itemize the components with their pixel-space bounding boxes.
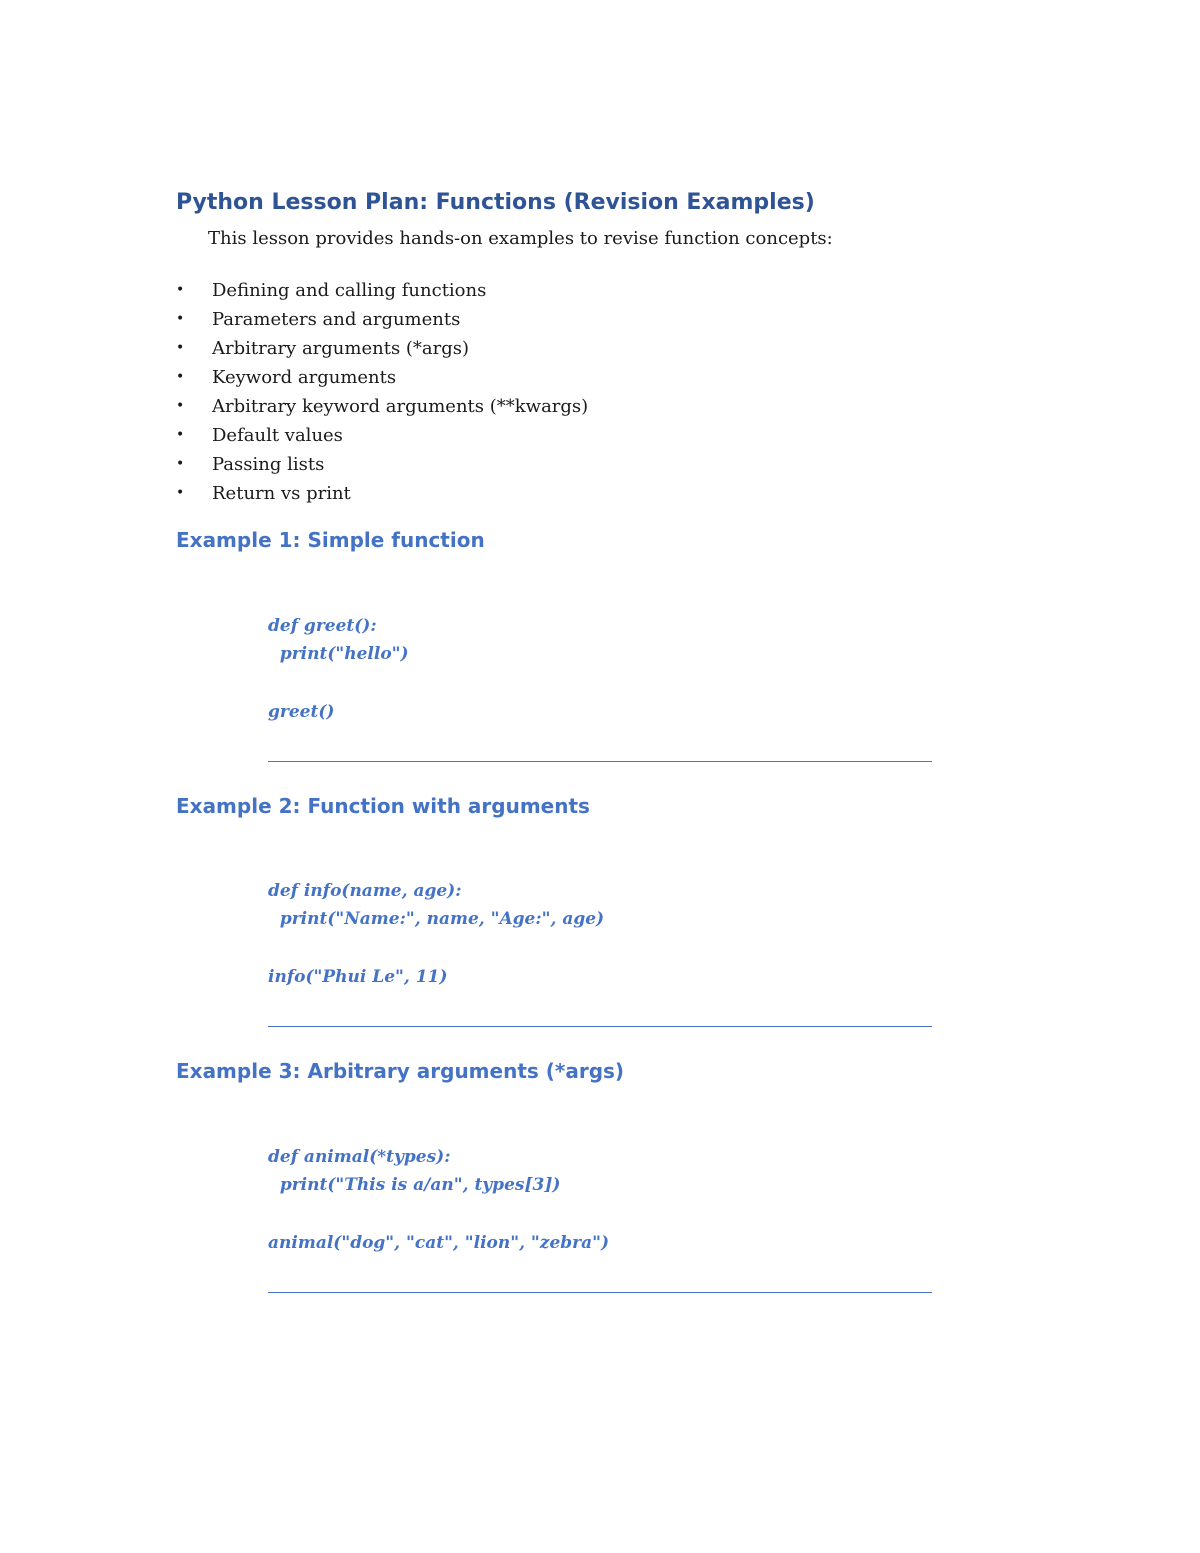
bullet-icon: • bbox=[176, 369, 185, 385]
example-2-code-block bbox=[268, 877, 604, 991]
example-3-heading: Example 3: Arbitrary arguments (*args) bbox=[176, 1059, 625, 1083]
code-line-def: def animal(*types): bbox=[268, 1147, 451, 1167]
list-item-text: Arbitrary arguments (*args) bbox=[212, 338, 470, 359]
code-line-call: greet() bbox=[268, 702, 335, 722]
list-item bbox=[172, 334, 588, 363]
list-item-text: Keyword arguments bbox=[212, 367, 397, 388]
code-line-body: print("This is a/an", types[3]) bbox=[268, 1175, 561, 1195]
list-item bbox=[172, 479, 588, 508]
list-item-text: Defining and calling functions bbox=[212, 280, 487, 301]
example-1-divider bbox=[268, 761, 932, 762]
code-line-body: print("Name:", name, "Age:", age) bbox=[268, 909, 605, 929]
bullet-icon: • bbox=[176, 398, 185, 414]
list-item-text: Parameters and arguments bbox=[212, 309, 461, 330]
topic-list bbox=[172, 276, 588, 508]
example-3-code-block bbox=[268, 1143, 609, 1257]
list-item-text: Arbitrary keyword arguments (**kwargs) bbox=[212, 396, 589, 417]
example-2-heading: Example 2: Function with arguments bbox=[176, 794, 590, 818]
bullet-icon: • bbox=[176, 282, 185, 298]
code-line-call: animal("dog", "cat", "lion", "zebra") bbox=[268, 1233, 610, 1253]
list-item-text: Return vs print bbox=[212, 483, 351, 504]
list-item bbox=[172, 450, 588, 479]
bullet-icon: • bbox=[176, 427, 185, 443]
list-item-text: Passing lists bbox=[212, 454, 325, 475]
intro-paragraph: This lesson provides hands-on examples to revise function concepts: bbox=[208, 228, 833, 249]
bullet-icon: • bbox=[176, 311, 185, 327]
bullet-icon: • bbox=[176, 340, 185, 356]
example-3-divider bbox=[268, 1292, 932, 1293]
example-2-divider bbox=[268, 1026, 932, 1027]
list-item bbox=[172, 363, 588, 392]
bullet-icon: • bbox=[176, 456, 185, 472]
example-1-heading: Example 1: Simple function bbox=[176, 528, 485, 552]
code-line-call: info("Phui Le", 11) bbox=[268, 967, 448, 987]
page-title: Python Lesson Plan: Functions (Revision Examples) bbox=[176, 190, 815, 215]
list-item bbox=[172, 392, 588, 421]
list-item bbox=[172, 305, 588, 334]
code-line-def: def greet(): bbox=[268, 616, 377, 636]
list-item bbox=[172, 421, 588, 450]
code-line-body: print("hello") bbox=[268, 644, 409, 664]
bullet-icon: • bbox=[176, 485, 185, 501]
example-1-code-block bbox=[268, 612, 409, 726]
list-item bbox=[172, 276, 588, 305]
list-item-text: Default values bbox=[212, 425, 343, 446]
code-line-def: def info(name, age): bbox=[268, 881, 462, 901]
